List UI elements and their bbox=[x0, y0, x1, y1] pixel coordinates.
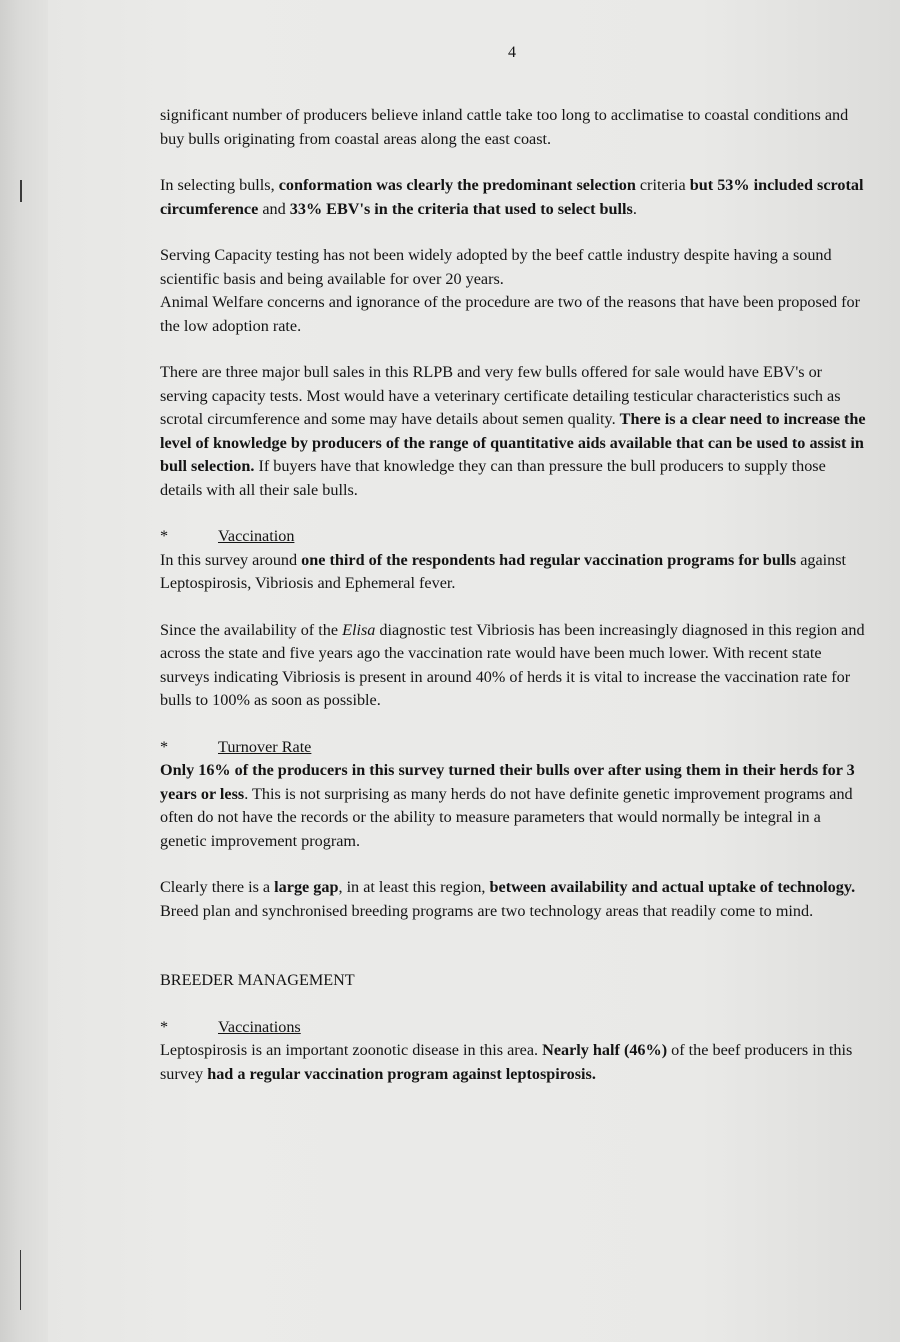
paragraph-serving-capacity: Serving Capacity testing has not been widely adopted by the beef cattle industry despite having a sound scientific basis and being available for over 20 years. bbox=[160, 246, 832, 288]
paragraph-elisa: Since the availability of the Elisa diagnostic test Vibriosis has been increasingly diagnosed in this region and across the state and five years ago the vaccination rate would have been much lower. With recent state surveys indicating Vibriosis is present in around 40% of herds it is vital to increase the vaccination rate for bulls to 100% as soon as possible. bbox=[160, 620, 865, 709]
section-title-breeder-management: BREEDER MANAGEMENT bbox=[160, 971, 355, 989]
vaccination-heading bbox=[160, 525, 870, 549]
paragraph-vaccination: In this survey around one third of the respondents had regular vaccination programs for bulls against Leptospirosis, Vibriosis and Ephemeral fever. bbox=[160, 550, 847, 592]
binding-mark bbox=[20, 1250, 21, 1310]
page-number: 4 bbox=[508, 44, 516, 61]
paragraph-acclimatise: significant number of producers believe inland cattle take too long to acclimatise to coastal conditions and buy bulls originating from coastal areas along the east coast. bbox=[160, 106, 849, 148]
paragraph-leptospirosis: Leptospirosis is an important zoonotic disease in this area. Nearly half (46%) of the beef producers in this survey had a regular vaccination program against leptospirosis. bbox=[160, 1041, 853, 1083]
bullet-star: * bbox=[160, 527, 169, 545]
document-body bbox=[160, 104, 870, 1086]
paragraph-bull-sales: There are three major bull sales in this RLPB and very few bulls offered for sale would have EBV's or serving capacity tests. Most would have a veterinary certificate detailing testicular characteristics such as scrotal circumference and some may have details about semen quality. There is a clear need to increase the level of knowledge by producers of the range of quantitative aids available that can be used to assist in bull selection. If buyers have that knowledge they can than pressure the bull producers to supply those details with all their sale bulls. bbox=[160, 363, 866, 499]
bullet-star: * bbox=[160, 737, 169, 756]
paragraph-animal-welfare: Animal Welfare concerns and ignorance of the procedure are two of the reasons that have been proposed for the low adoption rate. bbox=[160, 293, 861, 335]
binding-mark bbox=[20, 180, 22, 202]
paragraph-turnover: Only 16% of the producers in this survey turned their bulls over after using them in their herds for 3 years or less. This is not surprising as many herds do not have definite genetic improvement programs and often do not have the records or the ability to measure parameters that would normally be integral in a genetic improvement program. bbox=[160, 761, 855, 850]
section-title-vaccinations: Vaccinations bbox=[218, 1017, 301, 1036]
turnover-heading bbox=[160, 736, 870, 760]
vaccinations-heading bbox=[160, 1016, 870, 1040]
paragraph-bull-selection: In selecting bulls, conformation was clearly the predominant selection criteria but 53% included scrotal circumference and 33% EBV's in the criteria that used to select bulls. bbox=[160, 176, 864, 218]
section-title-vaccination: Vaccination bbox=[218, 527, 295, 545]
paragraph-technology-gap: Clearly there is a large gap, in at least this region, between availability and actual uptake of technology. Breed plan and synchronised breeding programs are two technology areas that readily come to mind. bbox=[160, 878, 856, 920]
bullet-star: * bbox=[160, 1017, 169, 1036]
section-title-turnover: Turnover Rate bbox=[218, 737, 312, 756]
binding-edge bbox=[0, 0, 48, 1342]
